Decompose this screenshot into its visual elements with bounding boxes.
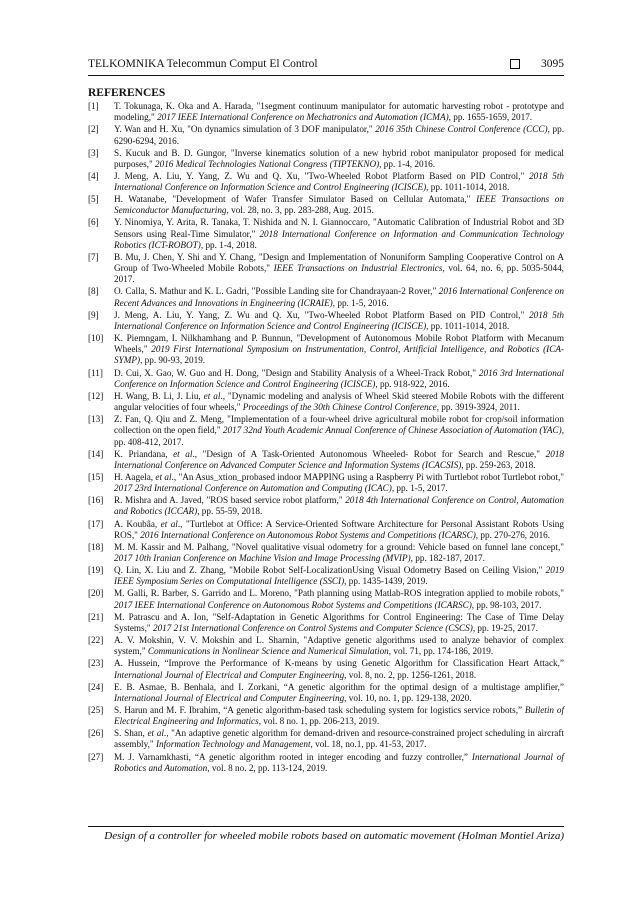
reference-number: [5] (88, 194, 99, 205)
reference-item (88, 635, 564, 657)
reference-fragment: Q. Lin, X. Liu and Z. Zhang, "Mobile Robot Self-LocalizationUsing Visual Odometry Based on Ceiling Vision," (114, 565, 546, 576)
reference-number: [23] (88, 658, 104, 669)
reference-source: Information Technology and Management (155, 739, 311, 750)
reference-number: [22] (88, 635, 104, 646)
reference-number: [4] (88, 170, 99, 181)
reference-item (88, 101, 564, 123)
reference-item (88, 612, 564, 634)
reference-item (88, 495, 564, 517)
reference-fragment: ., "Design of A Task-Oriented Autonomous Wheeled- Robot for Search and Rescue," (192, 448, 546, 459)
reference-text (114, 658, 564, 680)
reference-item (88, 310, 564, 332)
reference-source: 2017 10th Iranian Conference on Machine Vision and Image Processing (MVIP) (114, 553, 411, 564)
reference-text (114, 391, 564, 413)
reference-fragment: D. Cui, X. Gao, W. Guo and H. Dong, "Design and Stability Analysis of a Wheel-Track Robot," (114, 367, 479, 378)
reference-source: IEEE Transactions on Semiconductor Manufacturing (114, 194, 564, 216)
reference-source: 2019 First International Symposium on Instrumentation, Control, Artificial Intelligence, and Robotics (ICA-SYMP) (114, 344, 564, 366)
reference-fragment: , vol. 71, pp. 174-186, 2019. (388, 646, 494, 657)
reference-fragment: ., "An Asus_xtion_probased indoor MAPPING using a Raspberry Pi with Turtlebot robot Turtlebot robot," (171, 471, 564, 482)
reference-text (114, 635, 564, 657)
reference-source: 2016 3rd International Conference on Information Science and Control Engineering (ICISCE) (114, 367, 564, 389)
footer-divider (88, 826, 564, 827)
reference-number: [8] (88, 286, 99, 297)
reference-source: Proceedings of the 30th Chinese Control Conference (242, 402, 437, 413)
reference-item (88, 124, 564, 146)
reference-source: 2018 4th International Conference on Control, Automation and Robotics (ICCAR) (114, 495, 564, 517)
reference-number: [18] (88, 541, 104, 552)
reference-text (114, 368, 564, 390)
reference-fragment: , pp. 6290-6294, 2016. (114, 124, 565, 146)
reference-source: 2017 IEEE International Conference on Mechatronics and Automation (ICMA) (157, 112, 449, 123)
reference-item (88, 286, 564, 308)
reference-item (88, 148, 564, 170)
page-number: 3095 (541, 58, 564, 70)
reference-number: [11] (88, 367, 103, 378)
reference-fragment: , pp. 270-276, 2016. (475, 529, 551, 540)
reference-text (114, 682, 564, 704)
reference-fragment: , vol. 8 no. 1, pp. 206-213, 2019. (258, 716, 380, 727)
reference-source: et al (173, 448, 193, 459)
reference-text (114, 612, 564, 634)
reference-text (114, 252, 564, 286)
reference-number: [26] (88, 728, 104, 739)
reference-source: Bulletin of Electrical Engineering and Informatics (114, 704, 565, 727)
reference-text (114, 171, 564, 193)
reference-fragment: M. J. Varnamkhasti, “A genetic algorithm rooted in integer encoding and fuzzy controller,” (114, 751, 472, 762)
reference-item (88, 519, 564, 541)
reference-item (88, 728, 564, 750)
reference-fragment: ., "Turtlebot at Office: A Service-Oriented Software Architecture for Personal Assistant Robots Using ROS," (114, 518, 564, 540)
reference-list (88, 101, 564, 775)
reference-fragment: S. Harun and M. F. Ibrahim, “A genetic algorithm-based task scheduling system for logistics service robots,” (114, 704, 525, 715)
reference-number: [20] (88, 588, 104, 599)
reference-fragment: , pp. 182-187, 2017. (410, 553, 485, 564)
reference-fragment: S. Shan, (114, 728, 148, 739)
reference-item (88, 682, 564, 704)
reference-text (114, 217, 564, 251)
reference-fragment: A. Koubâa, (114, 518, 161, 529)
reference-fragment: , pp. 1-5, 2016. (332, 297, 389, 308)
reference-number: [24] (88, 681, 104, 692)
reference-item (88, 368, 564, 390)
reference-item (88, 333, 564, 367)
reference-fragment: H. Watanabe, "Development of Wafer Transfer Simulator Based on Cellular Automata," (114, 194, 477, 205)
reference-number: [15] (88, 471, 104, 482)
reference-number: [19] (88, 565, 104, 576)
reference-fragment: , pp. 19-25, 2017. (472, 622, 538, 633)
reference-source: International Journal of Electrical and Computer Engineering (114, 669, 345, 680)
reference-source: et al (147, 728, 164, 739)
reference-fragment: A. V. Mokshin, V. V. Mokshin and L. Sharnin, "Adaptive genetic algorithms used to analyze behavior of complex system," (114, 635, 564, 657)
section-title: REFERENCES (88, 87, 166, 99)
reference-source: International Journal of Robotics and Automation (114, 751, 564, 773)
reference-item (88, 658, 564, 680)
header-divider (88, 75, 564, 76)
reference-fragment: , pp. 408-412, 2017. (114, 425, 564, 447)
reference-number: [21] (88, 611, 104, 622)
reference-text (114, 542, 564, 564)
reference-fragment: , pp. 259-263, 2018. (461, 459, 536, 470)
reference-source: 2019 IEEE Symposium Series on Computational Intelligence (SSCI) (114, 565, 564, 587)
running-header (88, 56, 564, 74)
reference-number: [10] (88, 333, 104, 344)
running-footer: Design of a controller for wheeled mobile robots based on automatic movement (Holman Montiel Ariza) (104, 830, 564, 842)
reference-number: [12] (88, 390, 104, 401)
reference-source: 2016 International Conference on Recent Advances and Innovations in Engineering (ICRAIE) (114, 286, 564, 308)
reference-fragment: , pp. 1011-1014, 2018. (426, 320, 510, 331)
reference-source: 2016 International Conference on Autonomous Robot Systems and Competitions (ICARSC) (140, 529, 476, 540)
reference-text (114, 519, 564, 541)
reference-source: et al (203, 390, 221, 401)
reference-text (114, 472, 564, 494)
reference-source: 2017 23rd International Conference on Automation and Computing (ICAC) (114, 483, 392, 494)
reference-fragment: B. Mu, J. Chen, Y. Shi and Y. Chang, "Design and Implementation of Nonuniform Sampling Cooperative Control on A Group of Two-Wheeled Mobile Robots," (114, 251, 564, 274)
reference-fragment: , vol. 64, no. 6, pp. 5035-5044, 2017. (114, 263, 564, 285)
reference-fragment: T. Tokunaga, K. Oka and A. Harada, "1segment continuum manipulator for automatic harvesting robot - prototype and modeling," (114, 101, 564, 123)
reference-number: [16] (88, 495, 104, 506)
reference-fragment: H. Aagela, (114, 471, 156, 482)
reference-fragment: , pp. 1655-1659, 2017. (448, 112, 533, 123)
reference-fragment: J. Meng, A. Liu, Y. Yang, Z. Wu and Q. Xu, "Two-Wheeled Robot Platform Based on PID Control," (114, 309, 530, 320)
reference-item (88, 542, 564, 564)
reference-text (114, 752, 564, 774)
reference-fragment: , vol. 8 no. 2, pp. 113-124, 2019. (207, 762, 328, 773)
reference-source: 2016 Medical Technologies National Congress (TIPTEKNO) (155, 158, 380, 169)
reference-fragment: ., "An adaptive genetic algorithm for demand-driven and resource-constrained project scheduling in aircraft assembly," (114, 728, 564, 750)
reference-fragment: M. M. Kassir and M. Palhang, "Novel qualitative visual odometry for a ground: Vehicle based on funnel lane concept," (114, 541, 564, 552)
reference-item (88, 391, 564, 413)
reference-text (114, 333, 564, 367)
reference-fragment: K. Piemngam, I. Nilkhamhang and P. Bunnun, "Development of Autonomous Mobile Robot Platform with Mecanum Wheels," (114, 333, 564, 355)
reference-fragment: J. Meng, A. Liu, Y. Yang, Z. Wu and Q. Xu, "Two-Wheeled Robot Platform Based on PID Control," (114, 170, 530, 181)
reference-fragment: , pp. 1435-1439, 2019. (344, 576, 428, 587)
reference-number: [3] (88, 147, 99, 158)
reference-fragment: , pp. 98-103, 2017. (471, 599, 542, 610)
reference-item (88, 252, 564, 286)
reference-fragment: Y. Wan and H. Xu, "On dynamics simulation of 3 DOF manipulator," (114, 124, 376, 135)
reference-number: [7] (88, 251, 99, 262)
reference-fragment: , pp. 918-922, 2016. (375, 378, 450, 389)
reference-source: et al (160, 518, 178, 529)
reference-item (88, 588, 564, 610)
reference-fragment: Y. Ninomiya, Y. Arita, R. Tanaka, T. Nishida and N. I. Giannoccaro, "Automatic Calibration of Industrial Robot and 3D Sensors using Real-Time Simulator," (114, 217, 564, 239)
reference-number: [25] (88, 704, 104, 715)
reference-source: 2017 32nd Youth Academic Annual Conference of Chinese Association of Automation (YAC) (222, 425, 562, 436)
reference-fragment: , pp. 1011-1014, 2018. (426, 182, 510, 193)
reference-text (114, 101, 564, 123)
reference-text (114, 148, 564, 170)
reference-text (114, 495, 564, 517)
reference-fragment: , pp. 55-59, 2018. (197, 506, 263, 517)
reference-source: International Journal of Electrical and Computer Engineering (114, 692, 345, 703)
reference-fragment: Z. Fan, Q. Qiu and Z. Meng, "Implementation of a four-wheel drive agricultural mobile robot for crop/soil information collection on the open field," (114, 414, 564, 436)
reference-number: [17] (88, 518, 104, 529)
reference-text (114, 588, 564, 610)
reference-source: 2016 35th Chinese Control Conference (CCC) (375, 124, 548, 135)
reference-source: 2018 International Conference on Information and Communication Technology Robotics (ICT-ROBOT) (114, 228, 564, 250)
reference-fragment: , vol. 28, no. 3, pp. 283-288, Aug. 2015. (226, 205, 374, 216)
reference-number: [13] (88, 414, 104, 425)
reference-fragment: O. Calla, S. Mathur and K. L. Gadri, "Possible Landing site for Chandrayaan-2 Rover," (114, 286, 439, 297)
reference-fragment: A. Hussein, “Improve the Performance of K-means by using Genetic Algorithm for Classification Heart Attack,” (114, 658, 564, 669)
reference-fragment: K. Priandana, (114, 448, 174, 459)
reference-item (88, 752, 564, 774)
reference-text (114, 565, 564, 587)
reference-fragment: , pp. 1-4, 2018. (200, 239, 257, 250)
reference-item (88, 705, 564, 727)
reference-number: [9] (88, 309, 99, 320)
reference-source: et al (155, 471, 172, 482)
reference-text (114, 286, 564, 308)
reference-number: [27] (88, 751, 104, 762)
reference-source: IEEE Transactions on Industrial Electronics (273, 263, 443, 274)
reference-fragment: H. Wang, B. Li, J. Liu, (114, 390, 204, 401)
reference-fragment: E. B. Asmae, B. Benhala, and I. Zorkani, “A genetic algorithm for the optimal design of a multistage amplifier,” (114, 681, 564, 692)
reference-text (114, 310, 564, 332)
reference-item (88, 565, 564, 587)
reference-text (114, 414, 564, 448)
reference-source: 2017 IEEE International Conference on Autonomous Robot Systems and Competitions (ICARSC) (114, 599, 472, 610)
reference-source: Communications in Nonlinear Science and Numerical Simulation (147, 646, 389, 657)
reference-source: 2017 21st International Conference on Control Systems and Computer Science (CSCS) (152, 622, 473, 633)
reference-number: [14] (88, 448, 104, 459)
reference-fragment: , vol. 8, no. 2, pp. 1256-1261, 2018. (344, 669, 477, 680)
reference-fragment: R. Mishra and A. Javed, "ROS based service robot platform," (114, 495, 346, 506)
reference-number: [6] (88, 217, 99, 228)
reference-item (88, 472, 564, 494)
reference-text (114, 705, 564, 727)
reference-text (114, 728, 564, 750)
reference-number: [2] (88, 124, 99, 135)
reference-item (88, 171, 564, 193)
reference-item (88, 194, 564, 216)
reference-fragment: , pp. 1-5, 2017. (391, 483, 448, 494)
reference-fragment: , pp. 3919-3924, 2011. (436, 402, 520, 413)
reference-text (114, 124, 564, 146)
reference-source: 2018 5th International Conference on Information Science and Control Engineering (ICISCE) (114, 309, 564, 331)
reference-fragment: , pp. 1-4, 2016. (379, 158, 436, 169)
reference-source: 2018 5th International Conference on Information Science and Control Engineering (ICISCE) (114, 170, 564, 193)
reference-item (88, 217, 564, 251)
reference-fragment: , vol. 10, no. 1, pp. 129-138, 2020. (344, 692, 472, 703)
checkbox-square-icon (510, 59, 520, 69)
journal-title: TELKOMNIKA Telecommun Comput El Control (88, 58, 318, 70)
reference-fragment: , vol. 18, no.1, pp. 41-53, 2017. (310, 739, 427, 750)
reference-fragment: M. Galli, R. Barber, S. Garrido and L. Moreno, "Path planning using Matlab-ROS integration applied to mobile robots," (114, 588, 564, 599)
reference-fragment: M. Patrascu and A. Ion, "Self-Adaptation in Genetic Algorithms for Control Engineering: The Case of Time Delay Systems," (114, 611, 564, 633)
reference-fragment: S. Kucuk and B. D. Gungor, "Inverse kinematics solution of a new hybrid robot manipulator proposed for medical purposes," (114, 147, 564, 169)
reference-number: [1] (88, 101, 99, 111)
reference-item (88, 449, 564, 471)
reference-text (114, 194, 564, 216)
reference-fragment: ., "Dynamic modeling and analysis of Wheel Skid steered Mobile Robots with the different angular velocities of four wheels," (114, 390, 565, 413)
reference-source: 2018 International Conference on Advanced Computer Science and Information Systems (ICACSIS) (114, 448, 564, 470)
reference-text (114, 449, 564, 471)
reference-fragment: , pp. 90-93, 2019. (140, 355, 206, 366)
reference-item (88, 414, 564, 448)
